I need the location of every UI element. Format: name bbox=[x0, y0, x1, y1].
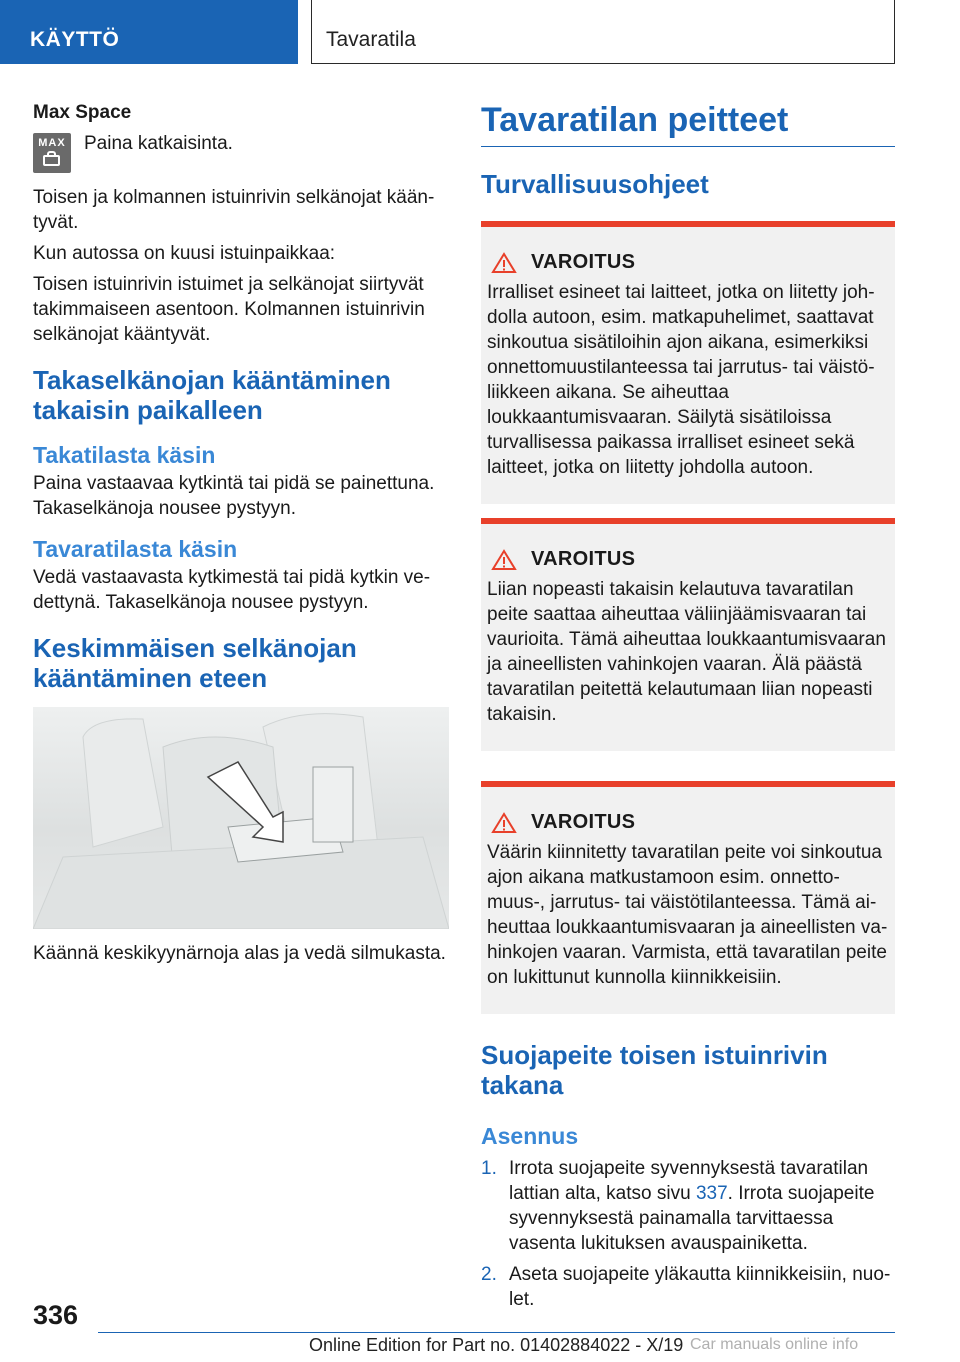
step-number: 1. bbox=[481, 1158, 497, 1179]
warning-text: Liian nopeasti takaisin kelautuva tavaratilan peite saattaa aiheuttaa väliinjäämisvaaran tai vaurioita. Tämä aiheuttaa loukkaantumisvaaran ja aineellisten vahinkojen vaaran. Älä päästä tavaratilan peitettä kelautumaan liian nopeasti takaisin. bbox=[487, 579, 886, 725]
footer-divider bbox=[98, 1332, 895, 1333]
warning-title: VAROITUS bbox=[531, 548, 636, 570]
warning-box bbox=[481, 221, 895, 504]
warning-title: VAROITUS bbox=[531, 811, 636, 833]
warning-triangle-icon bbox=[491, 812, 517, 834]
heading-from-cargo: Tavaratilasta käsin bbox=[33, 536, 238, 562]
heading-safety: Turvallisuusohjeet bbox=[481, 169, 709, 199]
warning-text: Irralliset esineet tai laitteet, jotka on liitetty johdolla autoon, esim. matkapuhelimet, saattavat sinkoutua sisätiloihin ajon aikana, esimerkiksi onnettomuustilanteessa tai jarrutus- tai väistöliikkeen aikana. Se aiheuttaa loukkaantumisvaaran. Säilytä sisätiloissa turvallisessa paikassa irralliset esineet sekä laitteet, jotka on liitetty johdolla autoon. bbox=[487, 282, 875, 478]
step-text: Irrota suojapeite syvennyksestä tavaratilan lattian alta, katso sivu bbox=[509, 1158, 869, 1204]
footer-edition: Online Edition for Part no. 01402884022 - X/19 bbox=[309, 1335, 684, 1355]
warning-box bbox=[481, 781, 895, 1014]
heading-return-backrest: Takaselkänojan kääntäminen takaisin paikalleen bbox=[33, 365, 391, 425]
max-space-row bbox=[33, 133, 449, 173]
heading-from-rear: Takatilasta käsin bbox=[33, 442, 216, 468]
warning-box bbox=[481, 518, 895, 751]
chapter-tab: KÄYTTÖ bbox=[0, 0, 298, 64]
heading-middle-backrest: Keskimmäisen selkänojan kääntäminen eteen bbox=[33, 633, 357, 693]
warning-header bbox=[487, 548, 889, 571]
paragraph-from-cargo: Vedä vastaavasta kytkimestä tai pidä kytkin vedettynä. Takaselkänoja nousee pystyyn. bbox=[33, 567, 431, 613]
paragraph-second-row: Toisen istuinrivin istuimet ja selkänojat siirtyvät takimmaiseen asentoon. Kolmannen istuinrivin selkänojat kääntyvät. bbox=[33, 274, 425, 345]
watermark: Car manuals online info bbox=[690, 1336, 859, 1353]
middle-armrest-image bbox=[33, 707, 449, 929]
warning-title: VAROITUS bbox=[531, 251, 636, 273]
warning-triangle-icon bbox=[491, 252, 517, 274]
paragraph-six-seats: Kun autossa on kuusi istuinpaikkaa: bbox=[33, 243, 336, 264]
heading-cargo-covers: Tavaratilan peitteet bbox=[481, 100, 895, 147]
warning-header bbox=[487, 811, 889, 834]
list-item bbox=[481, 1156, 895, 1256]
step-text-continued: . Irrota suojapeite syvennyksestä painamalla tarvittaessa vasenta lukituksen avauspainiketta. bbox=[509, 1183, 875, 1254]
max-button-icon bbox=[33, 133, 71, 173]
warning-text: Väärin kiinnitetty tavaratilan peite voi sinkoutua ajon aikana matkustamoon esim. onnettomuus-, jarrutus- tai väistötilanteessa. Tämä aiheuttaa loukkaantumisvaaran ja aineellisten vahinkojen vaaran. Varmista, että tavaratilan peite on lukittunut kunnolla kiinnikkeisiin. bbox=[487, 842, 888, 988]
image-caption: Käännä keskikyynärnoja alas ja vedä silmukasta. bbox=[33, 943, 446, 964]
max-icon-label: MAX bbox=[38, 137, 66, 149]
section-title: Tavaratila bbox=[311, 0, 895, 64]
page-link[interactable]: 337 bbox=[695, 1183, 728, 1204]
paragraph-from-rear: Paina vastaavaa kytkintä tai pidä se painettuna. Takaselkänoja nousee pystyyn. bbox=[33, 473, 435, 519]
right-column bbox=[481, 100, 895, 1312]
step-text: Aseta suojapeite yläkautta kiinnikkeisiin, nuolet. bbox=[509, 1264, 891, 1310]
warning-header bbox=[487, 251, 889, 274]
warning-triangle-icon bbox=[491, 549, 517, 571]
seat-illustration bbox=[33, 707, 449, 929]
list-item bbox=[481, 1262, 895, 1312]
max-space-title: Max Space bbox=[33, 102, 132, 123]
left-column bbox=[33, 100, 449, 966]
paragraph-seatbacks-turn: Toisen ja kolmannen istuinrivin selkänojat kääntyvät. bbox=[33, 187, 435, 233]
heading-cover-second-row: Suojapeite toisen istuinrivin takana bbox=[481, 1040, 828, 1100]
heading-installation: Asennus bbox=[481, 1123, 579, 1149]
max-press-text: Paina katkaisinta. bbox=[84, 133, 233, 154]
page-number: 336 bbox=[33, 1300, 79, 1330]
step-number: 2. bbox=[481, 1264, 497, 1285]
